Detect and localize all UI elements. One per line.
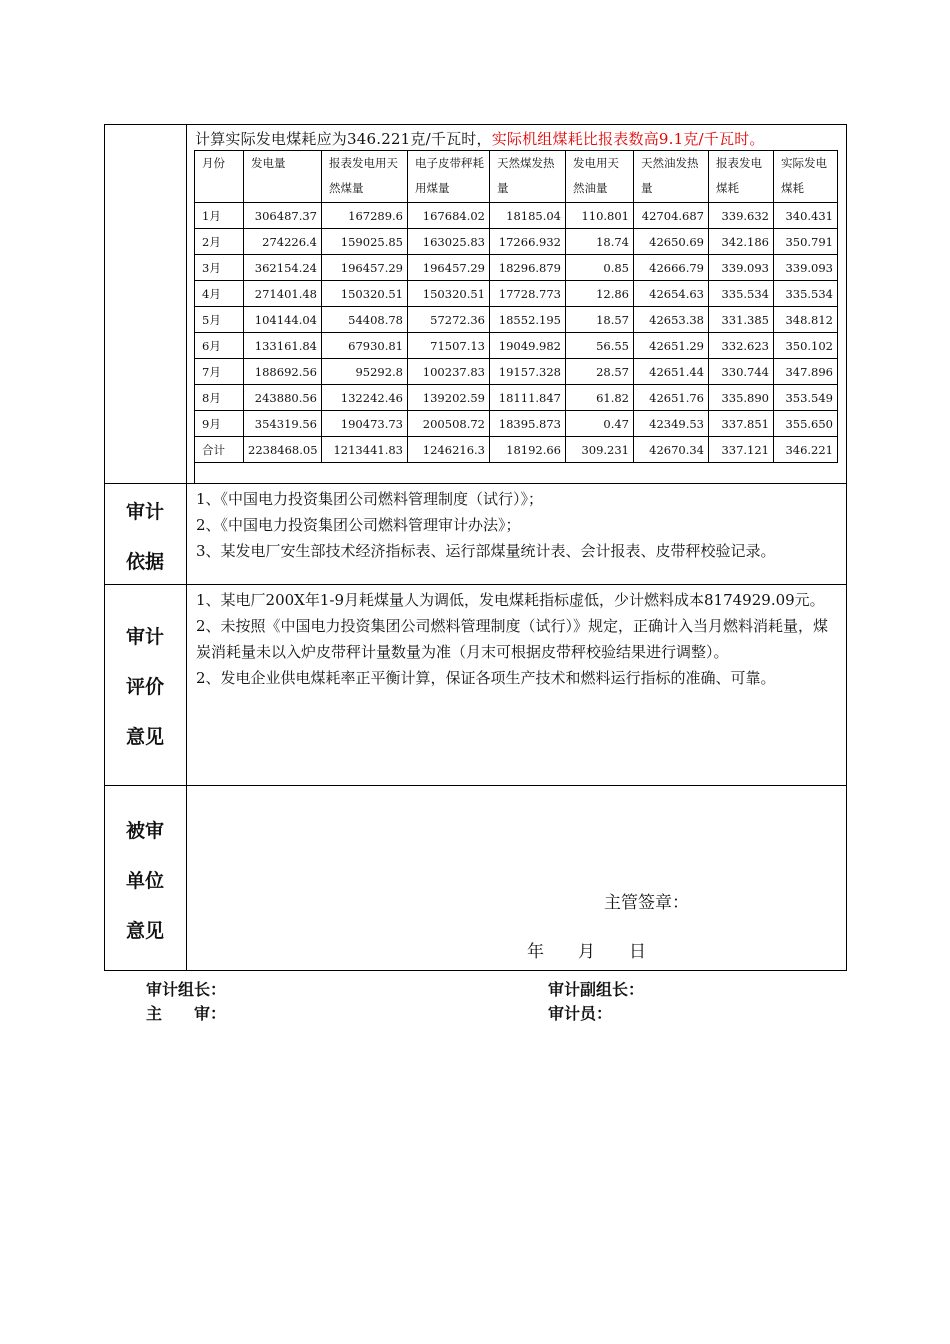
table-row xyxy=(195,359,838,385)
value-cell: 71507.13 xyxy=(408,333,490,359)
header-cell: 发电量 xyxy=(244,151,322,203)
basis-item: 3、某发电厂安生部技术经济指标表、运行部煤量统计表、会计报表、皮带秤校验记录。 xyxy=(196,542,776,560)
value-cell: 337.851 xyxy=(709,411,774,437)
value-cell: 1213441.83 xyxy=(322,437,408,463)
value-cell: 18192.66 xyxy=(490,437,566,463)
row-label-cell: 3月 xyxy=(195,255,244,281)
value-cell: 42349.53 xyxy=(634,411,709,437)
value-cell: 350.102 xyxy=(774,333,838,359)
auditor: 审计员： xyxy=(548,1004,613,1023)
value-cell: 42651.44 xyxy=(634,359,709,385)
value-cell: 362154.24 xyxy=(244,255,322,281)
value-cell: 28.57 xyxy=(566,359,634,385)
value-cell: 331.385 xyxy=(709,307,774,333)
basis-label: 审计 依据 xyxy=(125,501,164,573)
row-divider xyxy=(104,584,847,585)
value-cell: 190473.73 xyxy=(322,411,408,437)
value-cell: 350.791 xyxy=(774,229,838,255)
header-cell: 报表发电用天然煤量 xyxy=(322,151,408,203)
value-cell: 271401.48 xyxy=(244,281,322,307)
coal-consumption-table xyxy=(194,150,838,463)
value-cell: 335.534 xyxy=(709,281,774,307)
value-cell: 42666.79 xyxy=(634,255,709,281)
value-cell: 353.549 xyxy=(774,385,838,411)
opinion-item: 2、发电企业供电煤耗率正平衡计算，保证各项生产技术和燃料运行指标的准确、可靠。 xyxy=(196,669,776,687)
value-cell: 347.896 xyxy=(774,359,838,385)
header-cell: 天然油发热量 xyxy=(634,151,709,203)
value-cell: 42651.29 xyxy=(634,333,709,359)
summary-text: 计算实际发电煤耗应为346.221克/千瓦时， xyxy=(195,130,492,148)
value-cell: 12.86 xyxy=(566,281,634,307)
table-row xyxy=(195,411,838,437)
value-cell: 18296.879 xyxy=(490,255,566,281)
row-divider xyxy=(104,483,847,484)
value-cell: 17728.773 xyxy=(490,281,566,307)
value-cell: 42651.76 xyxy=(634,385,709,411)
value-cell: 354319.56 xyxy=(244,411,322,437)
value-cell: 19157.328 xyxy=(490,359,566,385)
value-cell: 1246216.3 xyxy=(408,437,490,463)
opinion-item: 2、未按照《中国电力投资集团公司燃料管理制度（试行）》规定，正确计入当月燃料消耗量，煤炭消耗量未以入炉皮带秤计量数量为准（月末可根据皮带秤校验结果进行调整）。 xyxy=(196,617,829,661)
value-cell: 18.74 xyxy=(566,229,634,255)
basis-content xyxy=(196,486,840,564)
value-cell: 139202.59 xyxy=(408,385,490,411)
value-cell: 335.890 xyxy=(709,385,774,411)
value-cell: 243880.56 xyxy=(244,385,322,411)
value-cell: 18111.847 xyxy=(490,385,566,411)
value-cell: 188692.56 xyxy=(244,359,322,385)
row-label-cell: 6月 xyxy=(195,333,244,359)
value-cell: 0.47 xyxy=(566,411,634,437)
table-header-row xyxy=(195,151,838,203)
table-row xyxy=(195,307,838,333)
value-cell: 42650.69 xyxy=(634,229,709,255)
opinion-item: 1、某电厂200X年1-9月耗煤量人为调低，发电煤耗指标虚低，少计燃料成本8174929.09元。 xyxy=(196,591,825,609)
value-cell: 54408.78 xyxy=(322,307,408,333)
value-cell: 306487.37 xyxy=(244,203,322,229)
table-row xyxy=(195,385,838,411)
value-cell: 132242.46 xyxy=(322,385,408,411)
row-label-cell: 9月 xyxy=(195,411,244,437)
value-cell: 56.55 xyxy=(566,333,634,359)
table-row xyxy=(195,281,838,307)
value-cell: 61.82 xyxy=(566,385,634,411)
value-cell: 340.431 xyxy=(774,203,838,229)
value-cell: 150320.51 xyxy=(322,281,408,307)
value-cell: 0.85 xyxy=(566,255,634,281)
value-cell: 339.093 xyxy=(774,255,838,281)
value-cell: 18185.04 xyxy=(490,203,566,229)
value-cell: 348.812 xyxy=(774,307,838,333)
header-cell: 月份 xyxy=(195,151,244,203)
value-cell: 274226.4 xyxy=(244,229,322,255)
value-cell: 110.801 xyxy=(566,203,634,229)
column-divider xyxy=(186,124,187,971)
signature-date: 年 月 日 xyxy=(527,942,646,962)
value-cell: 167684.02 xyxy=(408,203,490,229)
summary-highlight: 实际机组煤耗比报表数高9.1克/千瓦时。 xyxy=(491,130,765,148)
value-cell: 159025.85 xyxy=(322,229,408,255)
value-cell: 95292.8 xyxy=(322,359,408,385)
value-cell: 104144.04 xyxy=(244,307,322,333)
value-cell: 42653.38 xyxy=(634,307,709,333)
value-cell: 150320.51 xyxy=(408,281,490,307)
value-cell: 42670.34 xyxy=(634,437,709,463)
value-cell: 196457.29 xyxy=(322,255,408,281)
value-cell: 100237.83 xyxy=(408,359,490,385)
basis-item: 2、《中国电力投资集团公司燃料管理审计办法》； xyxy=(196,516,521,534)
row-label-cell: 合计 xyxy=(195,437,244,463)
value-cell: 18395.873 xyxy=(490,411,566,437)
value-cell: 133161.84 xyxy=(244,333,322,359)
row-label-cell: 8月 xyxy=(195,385,244,411)
value-cell: 337.121 xyxy=(709,437,774,463)
value-cell: 67930.81 xyxy=(322,333,408,359)
header-cell: 实际发电煤耗 xyxy=(774,151,838,203)
table-row xyxy=(195,333,838,359)
table-row xyxy=(195,203,838,229)
value-cell: 18.57 xyxy=(566,307,634,333)
row-label-cell: 7月 xyxy=(195,359,244,385)
chief-auditor: 主 审： xyxy=(146,1004,227,1023)
value-cell: 19049.982 xyxy=(490,333,566,359)
value-cell: 355.650 xyxy=(774,411,838,437)
value-cell: 330.744 xyxy=(709,359,774,385)
value-cell: 335.534 xyxy=(774,281,838,307)
row-label-cell: 2月 xyxy=(195,229,244,255)
value-cell: 167289.6 xyxy=(322,203,408,229)
audit-deputy-leader: 审计副组长： xyxy=(548,980,645,999)
value-cell: 342.186 xyxy=(709,229,774,255)
row-label-cell: 4月 xyxy=(195,281,244,307)
header-cell: 电子皮带秤耗用煤量 xyxy=(408,151,490,203)
supervisor-signature: 主管签章： xyxy=(604,893,689,913)
opinion-label: 审计 评价 意见 xyxy=(125,626,164,748)
basis-item: 1、《中国电力投资集团公司燃料管理制度（试行）》； xyxy=(196,490,544,508)
table-row xyxy=(195,255,838,281)
value-cell: 339.093 xyxy=(709,255,774,281)
calculation-summary xyxy=(195,128,765,149)
value-cell: 2238468.05 xyxy=(244,437,322,463)
value-cell: 18552.195 xyxy=(490,307,566,333)
value-cell: 309.231 xyxy=(566,437,634,463)
table-row xyxy=(195,437,838,463)
value-cell: 346.221 xyxy=(774,437,838,463)
value-cell: 196457.29 xyxy=(408,255,490,281)
value-cell: 200508.72 xyxy=(408,411,490,437)
value-cell: 163025.83 xyxy=(408,229,490,255)
value-cell: 17266.932 xyxy=(490,229,566,255)
value-cell: 42704.687 xyxy=(634,203,709,229)
auditee-label: 被审 单位 意见 xyxy=(125,820,164,942)
row-label-cell: 1月 xyxy=(195,203,244,229)
row-divider xyxy=(104,785,847,786)
value-cell: 57272.36 xyxy=(408,307,490,333)
header-cell: 发电用天然油量 xyxy=(566,151,634,203)
header-cell: 报表发电煤耗 xyxy=(709,151,774,203)
value-cell: 339.632 xyxy=(709,203,774,229)
value-cell: 332.623 xyxy=(709,333,774,359)
audit-team-leader: 审计组长： xyxy=(146,980,227,999)
opinion-content xyxy=(196,587,840,691)
header-cell: 天然煤发热量 xyxy=(490,151,566,203)
row-label-cell: 5月 xyxy=(195,307,244,333)
table-row xyxy=(195,229,838,255)
table-tail-border xyxy=(194,458,195,483)
value-cell: 42654.63 xyxy=(634,281,709,307)
